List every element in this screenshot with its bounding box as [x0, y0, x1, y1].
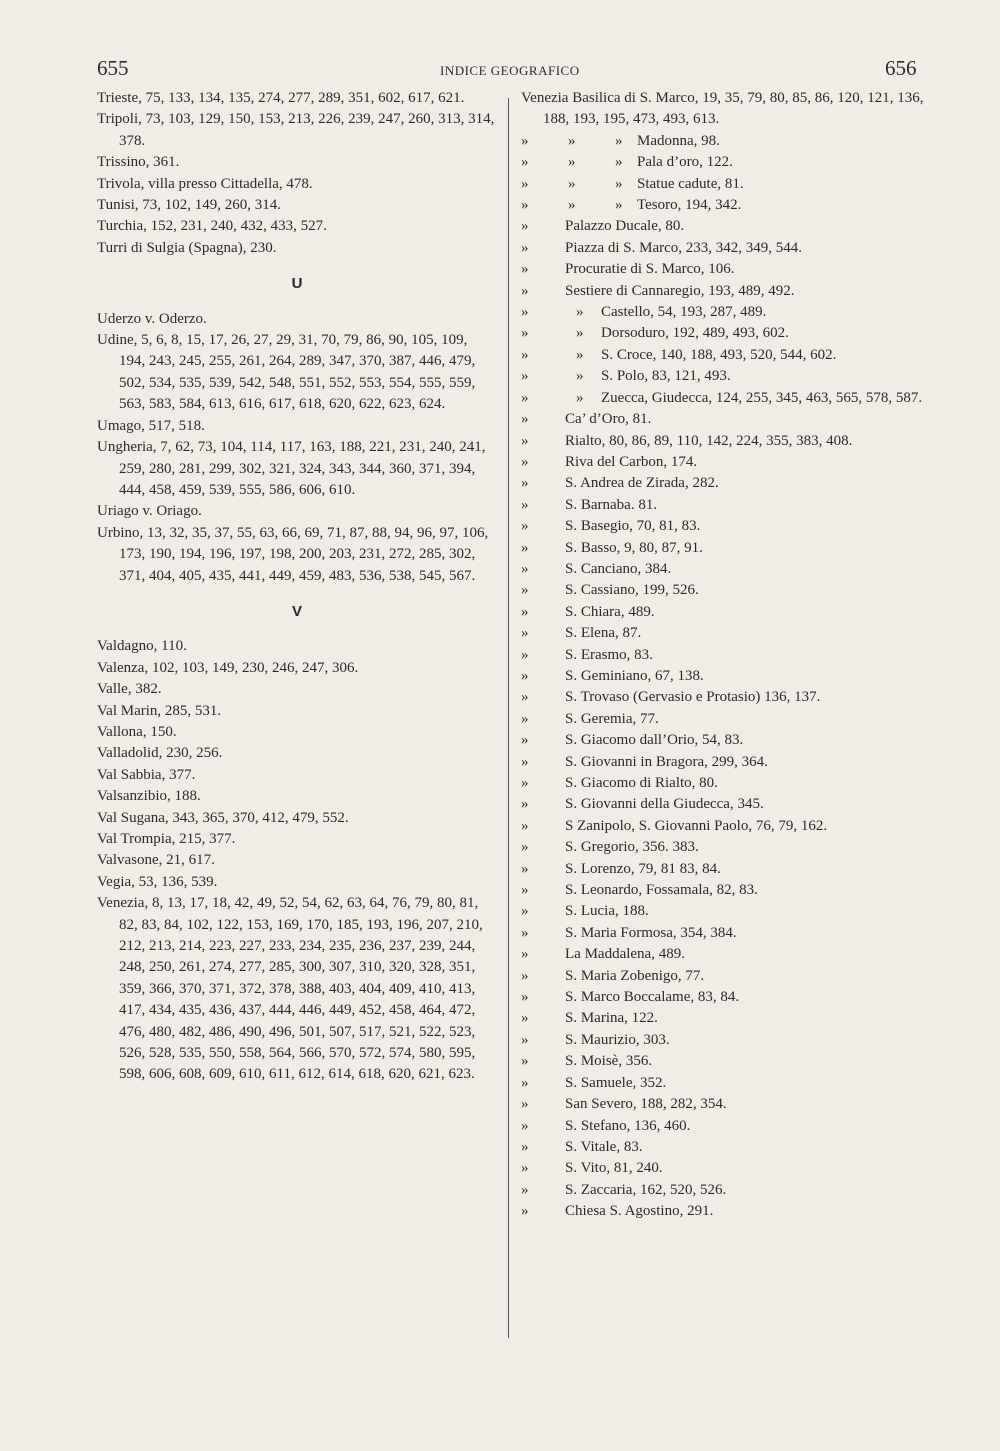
entry-text: S. Trovaso (Gervasio e Protasio) 136, 137. [565, 689, 821, 706]
index-entry [521, 1201, 931, 1222]
index-entry [521, 752, 931, 773]
entry-text: Procuratie di S. Marco, 106. [565, 261, 735, 278]
ditto-marks: » [521, 839, 529, 856]
index-entry: Venezia, 8, 13, 17, 18, 42, 49, 52, 54, 62, 63, 64, 76, 79, 80, 81, 82, 83, 84, 102, 122, 153, 169, 170, 185, 193, 196, 207, 210, 212, 213, 214, 223, 227, 233, 234, 235, 236, 237, 239, 244, 248, 250, 261, 274, 277, 285, 300, 307, 310, 320, 328, 351, 359, 366, 370, 371, 372, 378, 388, 403, 404, 409, 410, 413, 417, 434, 435, 436, 437, 444, 446, 449, 452, 458, 464, 472, 476, 480, 482, 486, 490, 496, 501, 507, 517, 521, 522, 523, 526, 528, 535, 550, 558, 564, 566, 570, 572, 574, 580, 595, 598, 606, 608, 609, 610, 611, 612, 614, 618, 620, 621, 623. [97, 895, 483, 1083]
ditto-marks: » [521, 860, 529, 877]
entry-text: La Maddalena, 489. [565, 946, 685, 963]
entry-text: Dorsoduro, 192, 489, 493, 602. [601, 325, 789, 342]
index-entry [521, 1137, 931, 1158]
index-entry [521, 388, 931, 409]
entry-text: S. Vito, 81, 240. [565, 1160, 663, 1177]
index-entry [521, 773, 931, 794]
ditto-marks: » [521, 775, 529, 791]
entry-text: S. Giacomo dall’Orio, 54, 83. [565, 732, 744, 749]
ditto-marks: » [521, 1096, 529, 1113]
index-entry [521, 1116, 931, 1137]
index-entry [521, 730, 931, 751]
entry-text: Castello, 54, 193, 287, 489. [601, 304, 767, 321]
index-entry [521, 1094, 931, 1115]
entry-text: Riva del Carbon, 174. [565, 453, 698, 470]
ditto-marks: » [521, 1031, 529, 1048]
entry-text: S. Marco Boccalame, 83, 84. [565, 989, 740, 1006]
index-entry: Turri di Sulgia (Spagna), 230. [97, 239, 277, 256]
ditto-marks: » [521, 817, 529, 834]
index-entry: Val Sabbia, 377. [97, 766, 196, 783]
index-entry [521, 345, 931, 366]
entry-text: S. Stefano, 136, 460. [565, 1117, 691, 1134]
ditto-marks: » [521, 539, 529, 556]
ditto-marks: » [521, 1160, 529, 1177]
index-entry: Valvasone, 21, 617. [97, 852, 215, 869]
entry-text: Tesoro, 194, 342. [637, 197, 742, 214]
index-entry: Valladolid, 230, 256. [97, 745, 223, 762]
index-entry: Uriago v. Oriago. [97, 503, 202, 520]
entry-text: Madonna, 98. [637, 132, 720, 149]
index-entry [521, 645, 931, 666]
ditto-marks: » [521, 1203, 529, 1220]
index-entry [521, 366, 931, 387]
index-entry: Tunisi, 73, 102, 149, 260, 314. [97, 197, 282, 214]
ditto-marks: » [521, 882, 529, 899]
entry-text: S. Vitale, 83. [565, 1138, 643, 1155]
index-entry [521, 580, 931, 601]
ditto-marks: » [521, 475, 529, 492]
ditto-marks: » » » [521, 154, 623, 171]
index-entry: Vallona, 150. [97, 723, 177, 740]
index-entry [521, 323, 931, 344]
index-entry: Trieste, 75, 133, 134, 135, 274, 277, 289, 351, 602, 617, 621. [97, 90, 465, 106]
index-entry: Val Sugana, 343, 365, 370, 412, 479, 552. [97, 809, 349, 826]
index-entry: Valdagno, 110. [97, 638, 187, 655]
entry-text: S. Maria Zobenigo, 77. [565, 967, 705, 984]
entry-text: S. Canciano, 384. [565, 560, 672, 577]
ditto-marks: » [521, 924, 529, 941]
index-entry [521, 602, 931, 623]
entry-text: S. Geminiano, 67, 138. [565, 667, 704, 684]
ditto-marks: » [521, 282, 529, 299]
ditto-marks: » [521, 582, 529, 599]
index-entry [521, 559, 931, 580]
ditto-marks: » » [521, 325, 584, 342]
index-entry: Umago, 517, 518. [97, 417, 205, 434]
ditto-marks: » [521, 518, 529, 535]
ditto-marks: » [521, 989, 529, 1006]
index-entry [521, 1073, 931, 1094]
entry-text: S. Croce, 140, 188, 493, 520, 544, 602. [601, 346, 837, 363]
index-entry [521, 666, 931, 687]
ditto-marks: » [521, 411, 529, 428]
entry-text: Zuecca, Giudecca, 124, 255, 345, 463, 565, 578, 587. [601, 389, 923, 406]
entry-text: S. Samuele, 352. [565, 1074, 667, 1091]
entry-text: San Severo, 188, 282, 354. [565, 1096, 727, 1113]
ditto-marks: » [521, 667, 529, 684]
index-entry: Valle, 382. [97, 681, 162, 698]
page-header [0, 56, 1000, 86]
index-entry [521, 302, 931, 323]
section-letter-v: V [291, 602, 302, 620]
index-entry [521, 259, 931, 280]
left-page-number: 655 [97, 56, 129, 80]
ditto-marks: » [521, 967, 529, 984]
index-entry: Urbino, 13, 32, 35, 37, 55, 63, 66, 69, 71, 87, 88, 94, 96, 97, 106, 173, 190, 194, 196, 197, 198, 200, 203, 231, 272, 285, 302, 371, 404, 405, 435, 441, 449, 459, 483, 536, 538, 545, 567. [97, 524, 489, 584]
ditto-marks: » [521, 753, 529, 770]
entry-text: S. Giacomo di Rialto, 80. [565, 775, 718, 791]
entry-text: S. Giovanni della Giudecca, 345. [565, 796, 764, 813]
entry-text: S. Marina, 122. [565, 1010, 658, 1027]
ditto-marks: » [521, 1181, 529, 1198]
entry-text: Chiesa S. Agostino, 291. [565, 1203, 714, 1220]
ditto-marks: » [521, 946, 529, 963]
ditto-marks: » » [521, 389, 584, 406]
entry-text: Statue cadute, 81. [637, 175, 744, 192]
entry-text: S. Polo, 83, 121, 493. [601, 368, 731, 385]
index-entry: Tripoli, 73, 103, 129, 150, 153, 213, 226, 239, 247, 260, 313, 314, 378. [97, 111, 495, 149]
index-entry: Val Trompia, 215, 377. [97, 831, 236, 847]
index-entry [521, 495, 931, 516]
index-entry [521, 238, 931, 259]
entry-text: S. Lorenzo, 79, 81 83, 84. [565, 860, 721, 877]
entry-text: S Zanipolo, S. Giovanni Paolo, 76, 79, 162. [565, 817, 828, 834]
index-entry [521, 709, 931, 730]
ditto-marks: » [521, 261, 529, 278]
ditto-marks: » » » [521, 197, 623, 214]
ditto-marks: » » [521, 346, 584, 363]
ditto-marks: » [521, 710, 529, 727]
index-entry [521, 452, 931, 473]
right-column [521, 88, 931, 1223]
right-page-number: 656 [885, 56, 917, 80]
ditto-marks: » » » [521, 132, 623, 149]
index-entry [521, 174, 931, 195]
ditto-marks: » [521, 796, 529, 813]
left-column [97, 88, 497, 1086]
ditto-marks: » [521, 1138, 529, 1155]
index-entry [521, 880, 931, 901]
entry-text: S. Chiara, 489. [565, 603, 655, 620]
index-entry [521, 281, 931, 302]
index-entry [521, 1180, 931, 1201]
ditto-marks: » [521, 689, 529, 706]
index-entry [521, 152, 931, 173]
ditto-marks: » [521, 239, 529, 256]
index-entry [521, 516, 931, 537]
index-entry [521, 1008, 931, 1029]
entry-text: S. Cassiano, 199, 526. [565, 582, 699, 599]
ditto-marks: » [521, 496, 529, 513]
ditto-marks: » [521, 625, 529, 642]
index-entry [521, 944, 931, 965]
entry-text: Sestiere di Cannaregio, 193, 489, 492. [565, 282, 795, 299]
index-entry [521, 409, 931, 430]
entry-text: S. Zaccaria, 162, 520, 526. [565, 1181, 727, 1198]
entry-text: S. Giovanni in Bragora, 299, 364. [565, 753, 768, 770]
index-entry [521, 923, 931, 944]
index-entry [521, 1030, 931, 1051]
ditto-marks: » [521, 560, 529, 577]
ditto-marks: » » » [521, 175, 623, 192]
index-entry [521, 88, 931, 131]
entry-text: S. Barnaba. 81. [565, 496, 658, 513]
index-entry [521, 901, 931, 922]
index-entry [521, 987, 931, 1008]
index-entry [521, 538, 931, 559]
entry-text: S. Andrea de Zirada, 282. [565, 475, 719, 492]
index-entry [521, 623, 931, 644]
entry-text: Venezia Basilica di S. Marco, 19, 35, 79, 80, 85, 86, 120, 121, 136, 188, 193, 195, 473, 493, 613. [521, 90, 924, 128]
entry-text: S. Leonardo, Fossamala, 82, 83. [565, 882, 758, 899]
index-entry [521, 794, 931, 815]
ditto-marks: » » [521, 304, 584, 321]
index-entry: Trissino, 361. [97, 154, 180, 171]
entry-text: S. Maria Formosa, 354, 384. [565, 924, 737, 941]
entry-text: Rialto, 80, 86, 89, 110, 142, 224, 355, 383, 408. [565, 432, 853, 449]
entry-text: Ca’ d’Oro, 81. [565, 411, 652, 428]
entry-text: S. Gregorio, 356. 383. [565, 839, 699, 856]
index-entry [521, 431, 931, 452]
entry-text: S. Lucia, 188. [565, 903, 649, 920]
ditto-marks: » [521, 732, 529, 749]
index-entry [521, 131, 931, 152]
ditto-marks: » [521, 218, 529, 235]
column-divider [508, 98, 509, 1338]
index-entry: Turchia, 152, 231, 240, 432, 433, 527. [97, 218, 327, 235]
index-entry [521, 966, 931, 987]
index-entry [521, 473, 931, 494]
index-entry: Ungheria, 7, 62, 73, 104, 114, 117, 163, 188, 221, 231, 240, 241, 259, 280, 281, 299, 302, 321, 324, 343, 344, 360, 371, 394, 444, 458, 459, 539, 555, 586, 606, 610. [97, 439, 486, 498]
entry-text: S. Basegio, 70, 81, 83. [565, 518, 701, 535]
index-entry [521, 216, 931, 237]
entry-text: Pala d’oro, 122. [637, 154, 733, 171]
entry-text: S. Erasmo, 83. [565, 646, 653, 663]
entry-text: S. Moisè, 356. [565, 1053, 653, 1070]
entry-text: S. Elena, 87. [565, 625, 642, 642]
entry-text: S. Geremia, 77. [565, 710, 659, 727]
index-entry: Uderzo v. Oderzo. [97, 310, 207, 327]
ditto-marks: » [521, 903, 529, 920]
entry-text: Palazzo Ducale, 80. [565, 218, 685, 235]
index-entry [521, 816, 931, 837]
index-entry: Valenza, 102, 103, 149, 230, 246, 247, 306. [97, 659, 359, 676]
ditto-marks: » [521, 432, 529, 449]
index-entry [521, 1158, 931, 1179]
entry-text: Piazza di S. Marco, 233, 342, 349, 544. [565, 239, 803, 256]
section-letter-u: U [291, 275, 303, 293]
index-entry [521, 195, 931, 216]
index-entry [521, 837, 931, 858]
running-title: INDICE GEOGRAFICO [440, 63, 580, 78]
index-entry [521, 1051, 931, 1072]
index-entry [521, 687, 931, 708]
ditto-marks: » [521, 1010, 529, 1027]
ditto-marks: » [521, 646, 529, 663]
ditto-marks: » [521, 603, 529, 620]
ditto-marks: » [521, 453, 529, 470]
index-entry: Trivola, villa presso Cittadella, 478. [97, 175, 313, 192]
ditto-marks: » [521, 1053, 529, 1070]
ditto-marks: » [521, 1117, 529, 1134]
index-entry: Val Marin, 285, 531. [97, 702, 222, 719]
ditto-marks: » » [521, 368, 584, 385]
ditto-marks: » [521, 1074, 529, 1091]
index-entry [521, 859, 931, 880]
entry-text: S. Maurizio, 303. [565, 1031, 670, 1048]
index-entry: Udine, 5, 6, 8, 15, 17, 26, 27, 29, 31, 70, 79, 86, 90, 105, 109, 194, 243, 245, 255, 261, 264, 289, 347, 370, 387, 446, 479, 502, 534, 535, 539, 542, 548, 551, 552, 553, 554, 555, 559, 563, 583, 584, 613, 616, 617, 618, 620, 622, 623, 624. [97, 332, 476, 413]
index-entry: Valsanzibio, 188. [97, 788, 201, 805]
entry-text: S. Basso, 9, 80, 87, 91. [565, 539, 703, 556]
index-entry: Vegia, 53, 136, 539. [97, 873, 218, 890]
